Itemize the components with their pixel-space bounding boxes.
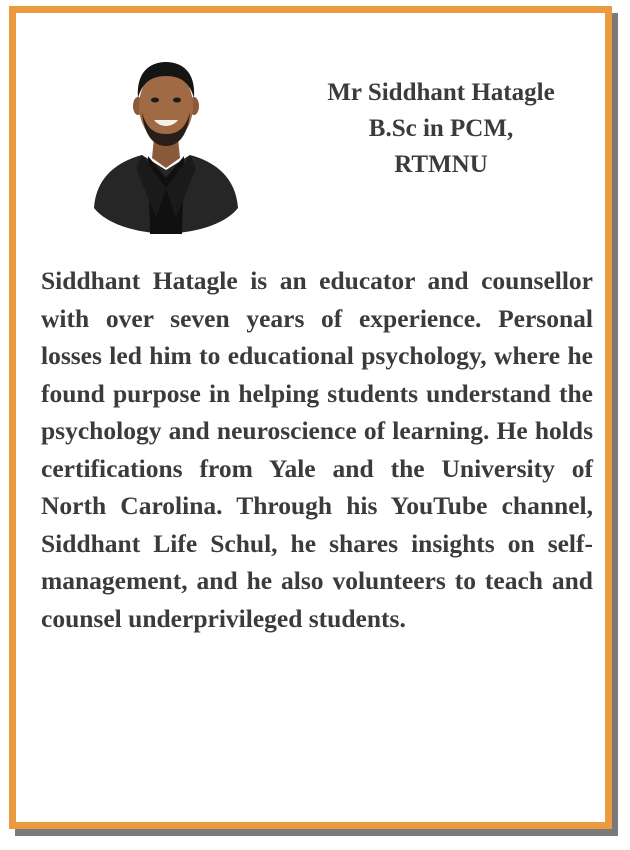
- profile-photo: [86, 58, 246, 234]
- profile-card: [9, 6, 612, 829]
- bio-paragraph: Siddhant Hatagle is an educator and counsellor with over seven years of experience. Personal losses led him to educational psychology, where he found purpose in helping students understand the psychology and neuroscience of learning. He holds certifications from Yale and the University of North Carolina. Through his YouTube channel, Siddhant Life Schul, he shares insights on self-management, and he also volunteers to teach and counsel underprivileged students.: [41, 266, 593, 633]
- profile-university: RTMNU: [394, 151, 488, 178]
- profile-header: [281, 75, 601, 183]
- profile-degree: B.Sc in PCM,: [368, 115, 514, 142]
- profile-name: Mr Siddhant Hatagle: [327, 79, 555, 106]
